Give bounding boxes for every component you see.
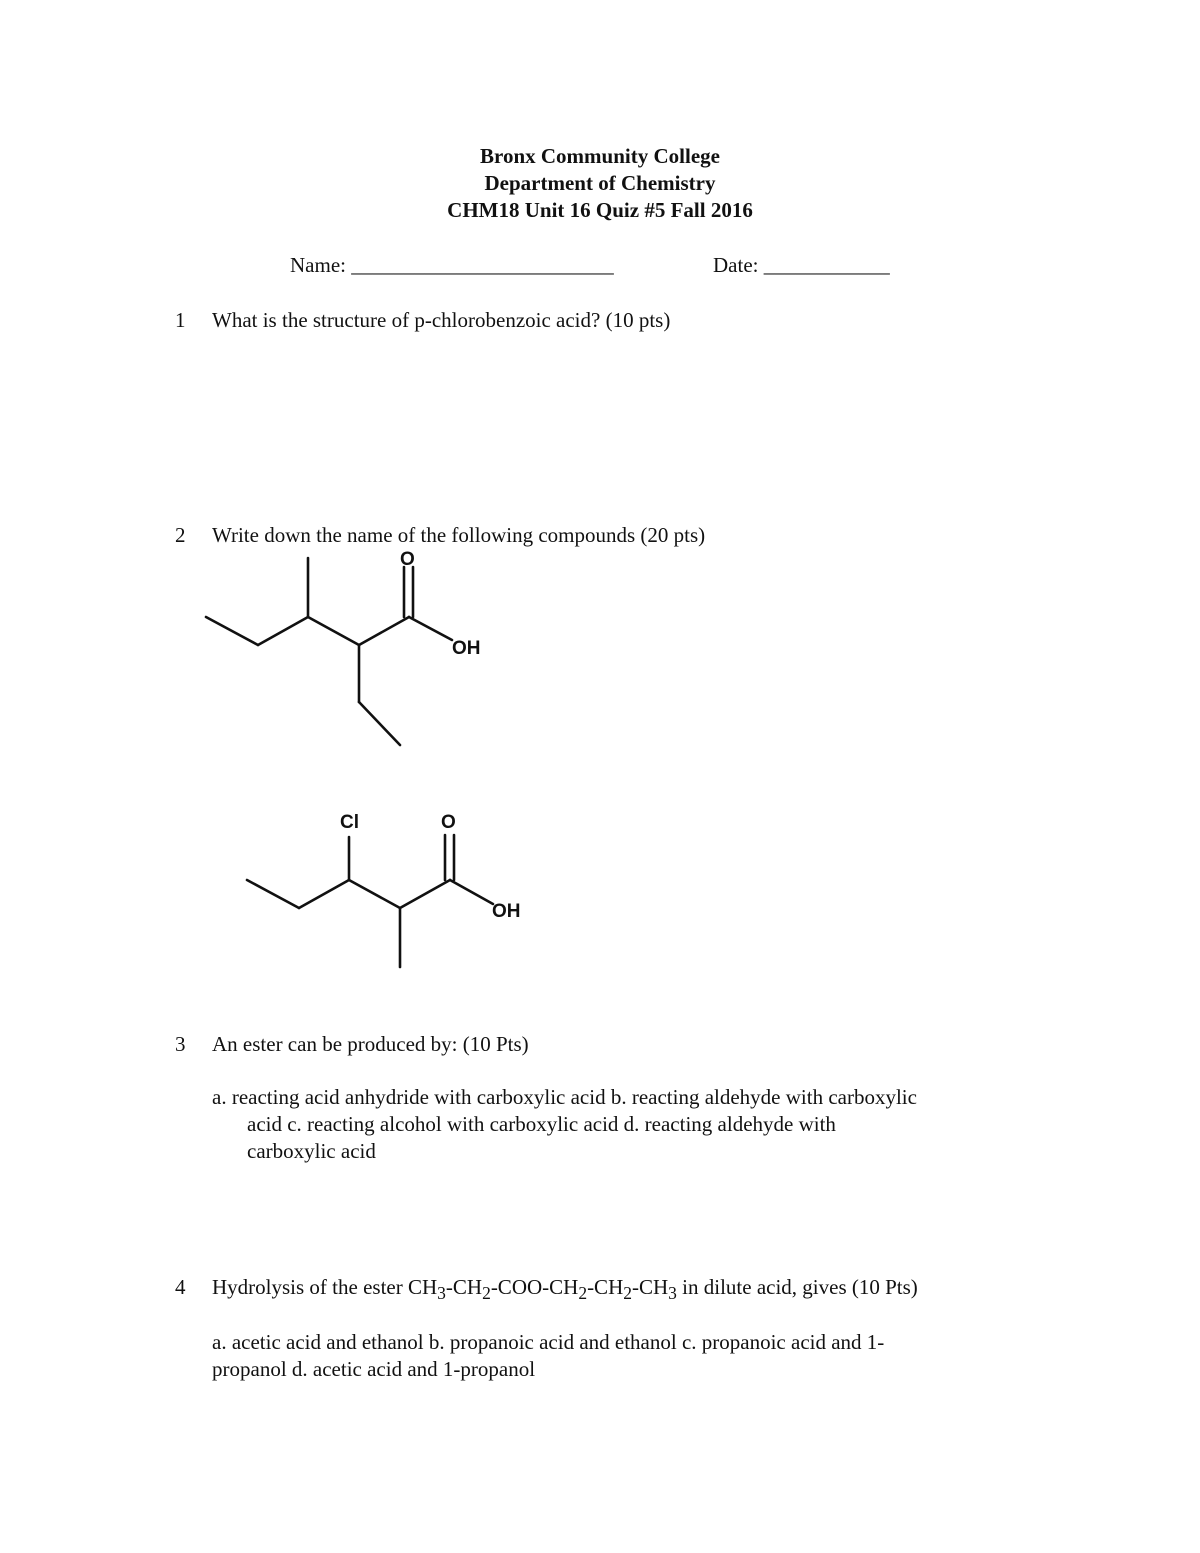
question-2-text: Write down the name of the following compounds (20 pts)	[212, 523, 706, 547]
question-3-options-line: acid c. reacting alcohol with carboxylic acid d. reacting aldehyde with	[247, 1112, 836, 1136]
question-3-options-line: carboxylic acid	[247, 1139, 376, 1163]
bond	[258, 617, 308, 645]
bond	[409, 617, 452, 640]
chlorine-label: Cl	[340, 812, 359, 833]
question-4-options-line: propanol d. acetic acid and 1-propanol	[212, 1357, 536, 1381]
bond	[299, 880, 349, 908]
question-1-text: What is the structure of p-chlorobenzoic acid? (10 pts)	[212, 308, 671, 332]
bond	[247, 880, 299, 908]
bond	[349, 880, 400, 908]
question-3-number: 3	[175, 1032, 186, 1056]
question-4-text-post: in dilute acid, gives (10 Pts)	[676, 1275, 918, 1299]
college-title: Bronx Community College	[480, 144, 720, 168]
oxygen-label: O	[400, 549, 415, 570]
formula-part: -COO-CH	[490, 1275, 579, 1299]
bond	[308, 617, 359, 645]
question-3-text: An ester can be produced by: (10 Pts)	[212, 1032, 529, 1056]
subscript: 2	[482, 1283, 491, 1304]
date-label: Date:	[713, 253, 764, 277]
question-4-text-pre: Hydrolysis of the ester CH	[212, 1275, 438, 1299]
name-blank[interactable]: _________________________	[351, 253, 614, 277]
name-field[interactable]	[290, 253, 614, 278]
oxygen-label: O	[441, 812, 456, 833]
date-field[interactable]	[713, 253, 890, 278]
quiz-title: CHM18 Unit 16 Quiz #5 Fall 2016	[447, 198, 753, 222]
subscript: 3	[668, 1283, 677, 1304]
question-number: 1	[175, 308, 186, 332]
date-blank[interactable]: ____________	[763, 253, 890, 277]
bond	[359, 617, 409, 645]
question-4-text	[212, 1275, 918, 1304]
subscript: 2	[578, 1283, 588, 1304]
question-4-options-line: a. acetic acid and ethanol b. propanoic acid and ethanol c. propanoic acid and 1-	[212, 1330, 885, 1354]
bond	[400, 880, 450, 908]
bond	[359, 702, 400, 745]
department-title: Department of Chemistry	[484, 171, 716, 195]
subscript: 3	[437, 1283, 446, 1304]
bond	[450, 880, 493, 904]
structure-2-diagram	[230, 805, 550, 980]
question-1	[175, 308, 186, 333]
formula-part: -CH	[445, 1275, 483, 1299]
question-4-number: 4	[175, 1275, 186, 1299]
name-label: Name:	[290, 253, 352, 277]
structure-1-diagram	[190, 545, 510, 760]
question-3-options-line: a. reacting acid anhydride with carboxylic acid b. reacting aldehyde with carboxylic	[212, 1085, 917, 1109]
question-2-number: 2	[175, 523, 186, 547]
bond	[206, 617, 258, 645]
hydroxyl-label: OH	[492, 901, 521, 922]
hydroxyl-label: OH	[452, 638, 481, 659]
formula-part: -CH	[587, 1275, 624, 1299]
subscript: 2	[623, 1283, 632, 1304]
formula-part: -CH	[631, 1275, 669, 1299]
